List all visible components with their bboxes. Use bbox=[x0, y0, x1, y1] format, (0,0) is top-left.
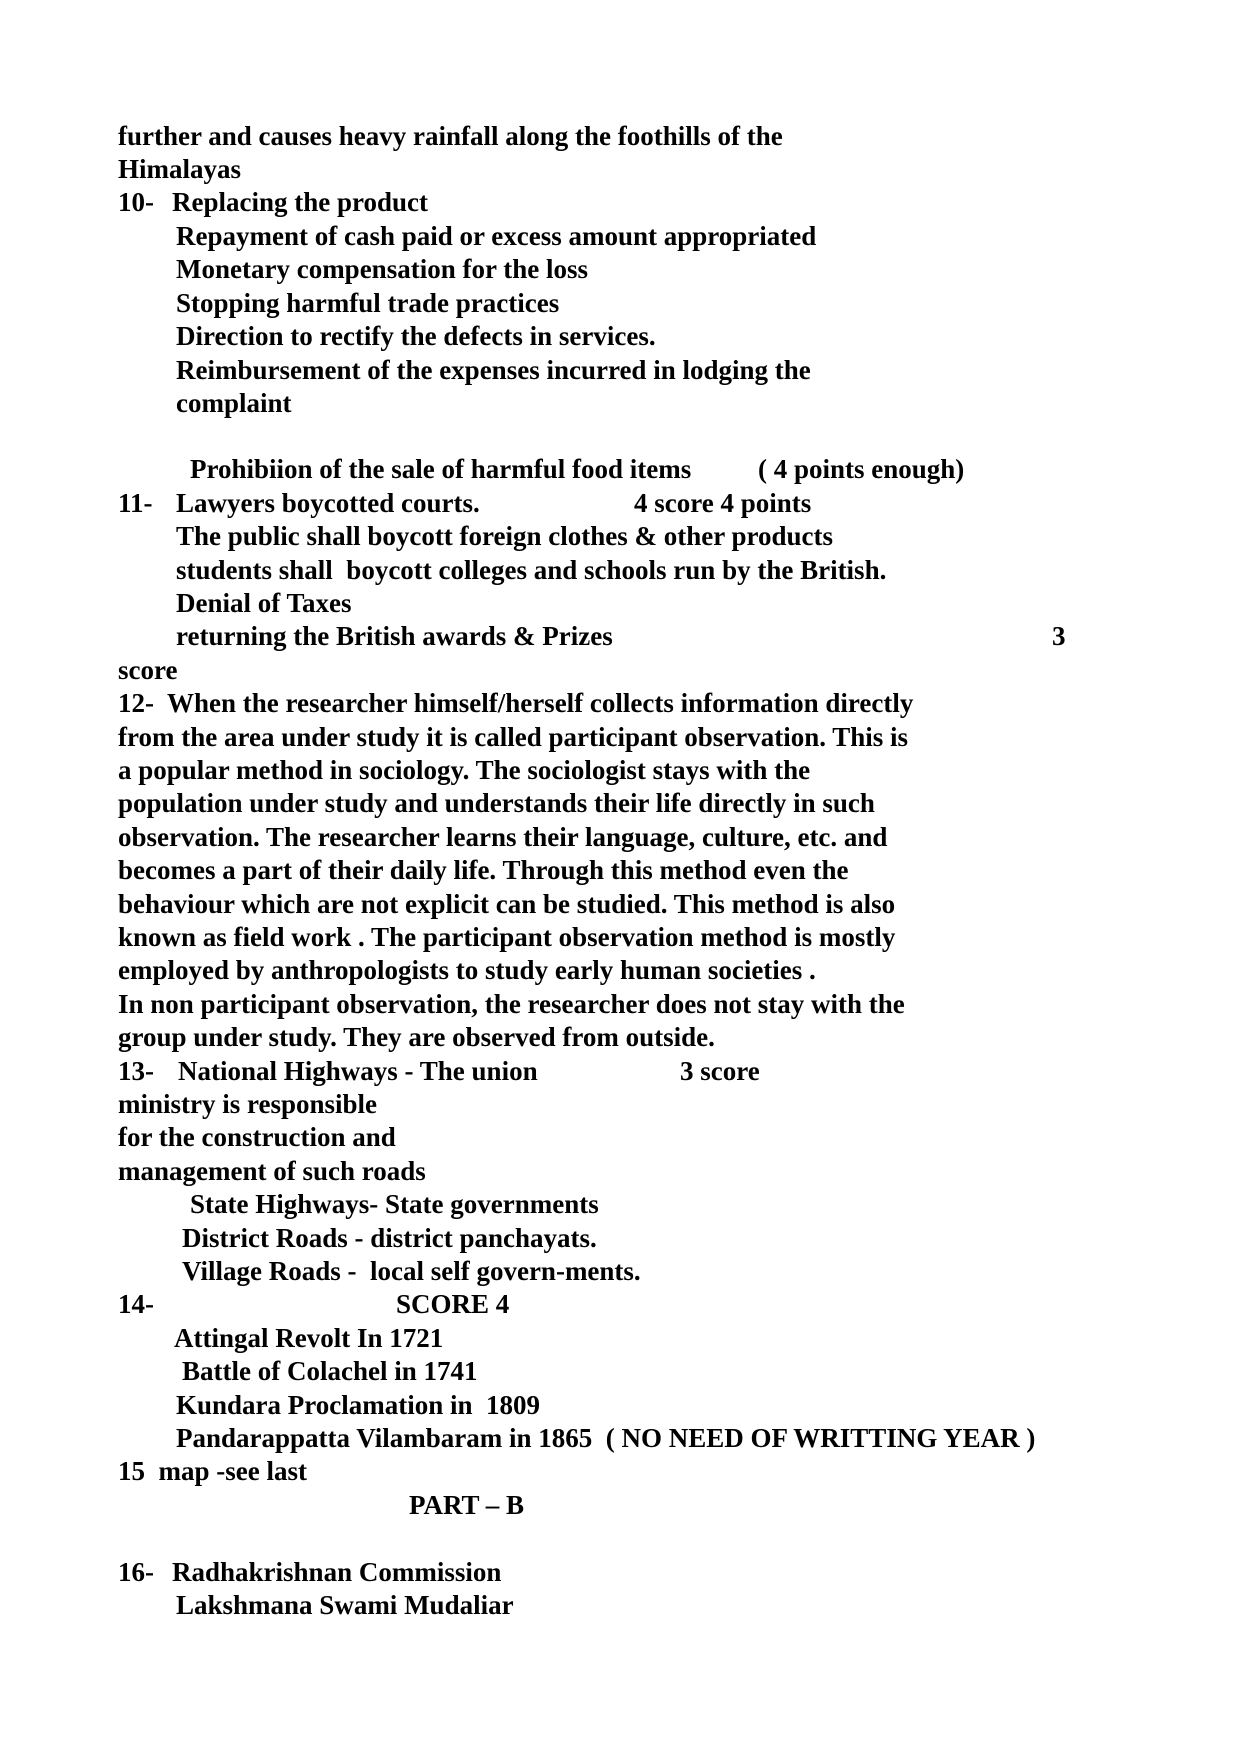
answer-point: Attingal Revolt In 1721 bbox=[174, 1323, 444, 1353]
text-line: group under study. They are observed from outside. bbox=[118, 1022, 715, 1052]
answer-point: management of such roads bbox=[118, 1156, 426, 1186]
score-note: 4 score 4 points bbox=[634, 488, 812, 518]
answer-heading: Replacing the product bbox=[172, 187, 429, 217]
text-line: Himalayas bbox=[118, 154, 242, 184]
score-note: ( 4 points enough) bbox=[758, 454, 965, 484]
question-number: 14- bbox=[118, 1289, 154, 1319]
text-line: further and causes heavy rainfall along the foothills of the bbox=[118, 121, 783, 151]
text-line: 12- When the researcher himself/herself collects information directly bbox=[118, 688, 914, 718]
answer-point: The public shall boycott foreign clothes & other products bbox=[176, 521, 834, 551]
answer-point: Kundara Proclamation in 1809 bbox=[176, 1390, 541, 1420]
text-line: becomes a part of their daily life. Through this method even the bbox=[118, 855, 849, 885]
answer-point: Direction to rectify the defects in services. bbox=[176, 321, 656, 351]
text-line: observation. The researcher learns their language, culture, etc. and bbox=[118, 822, 888, 852]
answer-point: Reimbursement of the expenses incurred in lodging the bbox=[176, 355, 811, 385]
text-line: known as field work . The participant observation method is mostly bbox=[118, 922, 896, 952]
answer-point: Repayment of cash paid or excess amount appropriated bbox=[176, 221, 817, 251]
answer-point: complaint bbox=[176, 388, 292, 418]
answer-point: Denial of Taxes bbox=[176, 588, 352, 618]
answer-point: Monetary compensation for the loss bbox=[176, 254, 588, 284]
question-number: 11- bbox=[118, 488, 153, 518]
text-line: a popular method in sociology. The sociologist stays with the bbox=[118, 755, 811, 785]
answer-point: Stopping harmful trade practices bbox=[176, 288, 560, 318]
answer-point: Radhakrishnan Commission bbox=[172, 1557, 502, 1587]
text-line: behaviour which are not explicit can be studied. This method is also bbox=[118, 889, 896, 919]
answer-point: ministry is responsible bbox=[118, 1089, 378, 1119]
answer-point: Pandarappatta Vilambaram in 1865 ( NO NEED OF WRITTING YEAR ) bbox=[176, 1423, 1036, 1453]
score-note: 3 score bbox=[680, 1056, 760, 1086]
question-number: 10- bbox=[118, 187, 154, 217]
score-note: 3 bbox=[1052, 621, 1066, 651]
question-number: 16- bbox=[118, 1557, 154, 1587]
score-note: SCORE 4 bbox=[396, 1289, 510, 1319]
answer-point: State Highways- State governments bbox=[190, 1189, 599, 1219]
answer-point: National Highways - The union bbox=[178, 1056, 538, 1086]
text-line: 15 map -see last bbox=[118, 1456, 307, 1486]
question-number: 13- bbox=[118, 1056, 154, 1086]
answer-point: Lakshmana Swami Mudaliar bbox=[176, 1590, 514, 1620]
answer-point: for the construction and bbox=[118, 1122, 396, 1152]
answer-point: students shall boycott colleges and schools run by the British. bbox=[176, 555, 887, 585]
section-heading: PART – B bbox=[409, 1490, 525, 1520]
answer-point: Battle of Colachel in 1741 bbox=[182, 1356, 478, 1386]
text-line: In non participant observation, the researcher does not stay with the bbox=[118, 989, 905, 1019]
text-line: from the area under study it is called participant observation. This is bbox=[118, 722, 909, 752]
answer-point: District Roads - district panchayats. bbox=[182, 1223, 597, 1253]
text-line: population under study and understands their life directly in such bbox=[118, 788, 875, 818]
text-line: employed by anthropologists to study early human societies . bbox=[118, 955, 816, 985]
score-note: score bbox=[118, 655, 178, 685]
answer-point: Lawyers boycotted courts. bbox=[176, 488, 480, 518]
answer-point: Village Roads - local self govern-ments. bbox=[182, 1256, 641, 1286]
answer-point: returning the British awards & Prizes bbox=[176, 621, 613, 651]
answer-point: Prohibiion of the sale of harmful food items bbox=[190, 454, 692, 484]
